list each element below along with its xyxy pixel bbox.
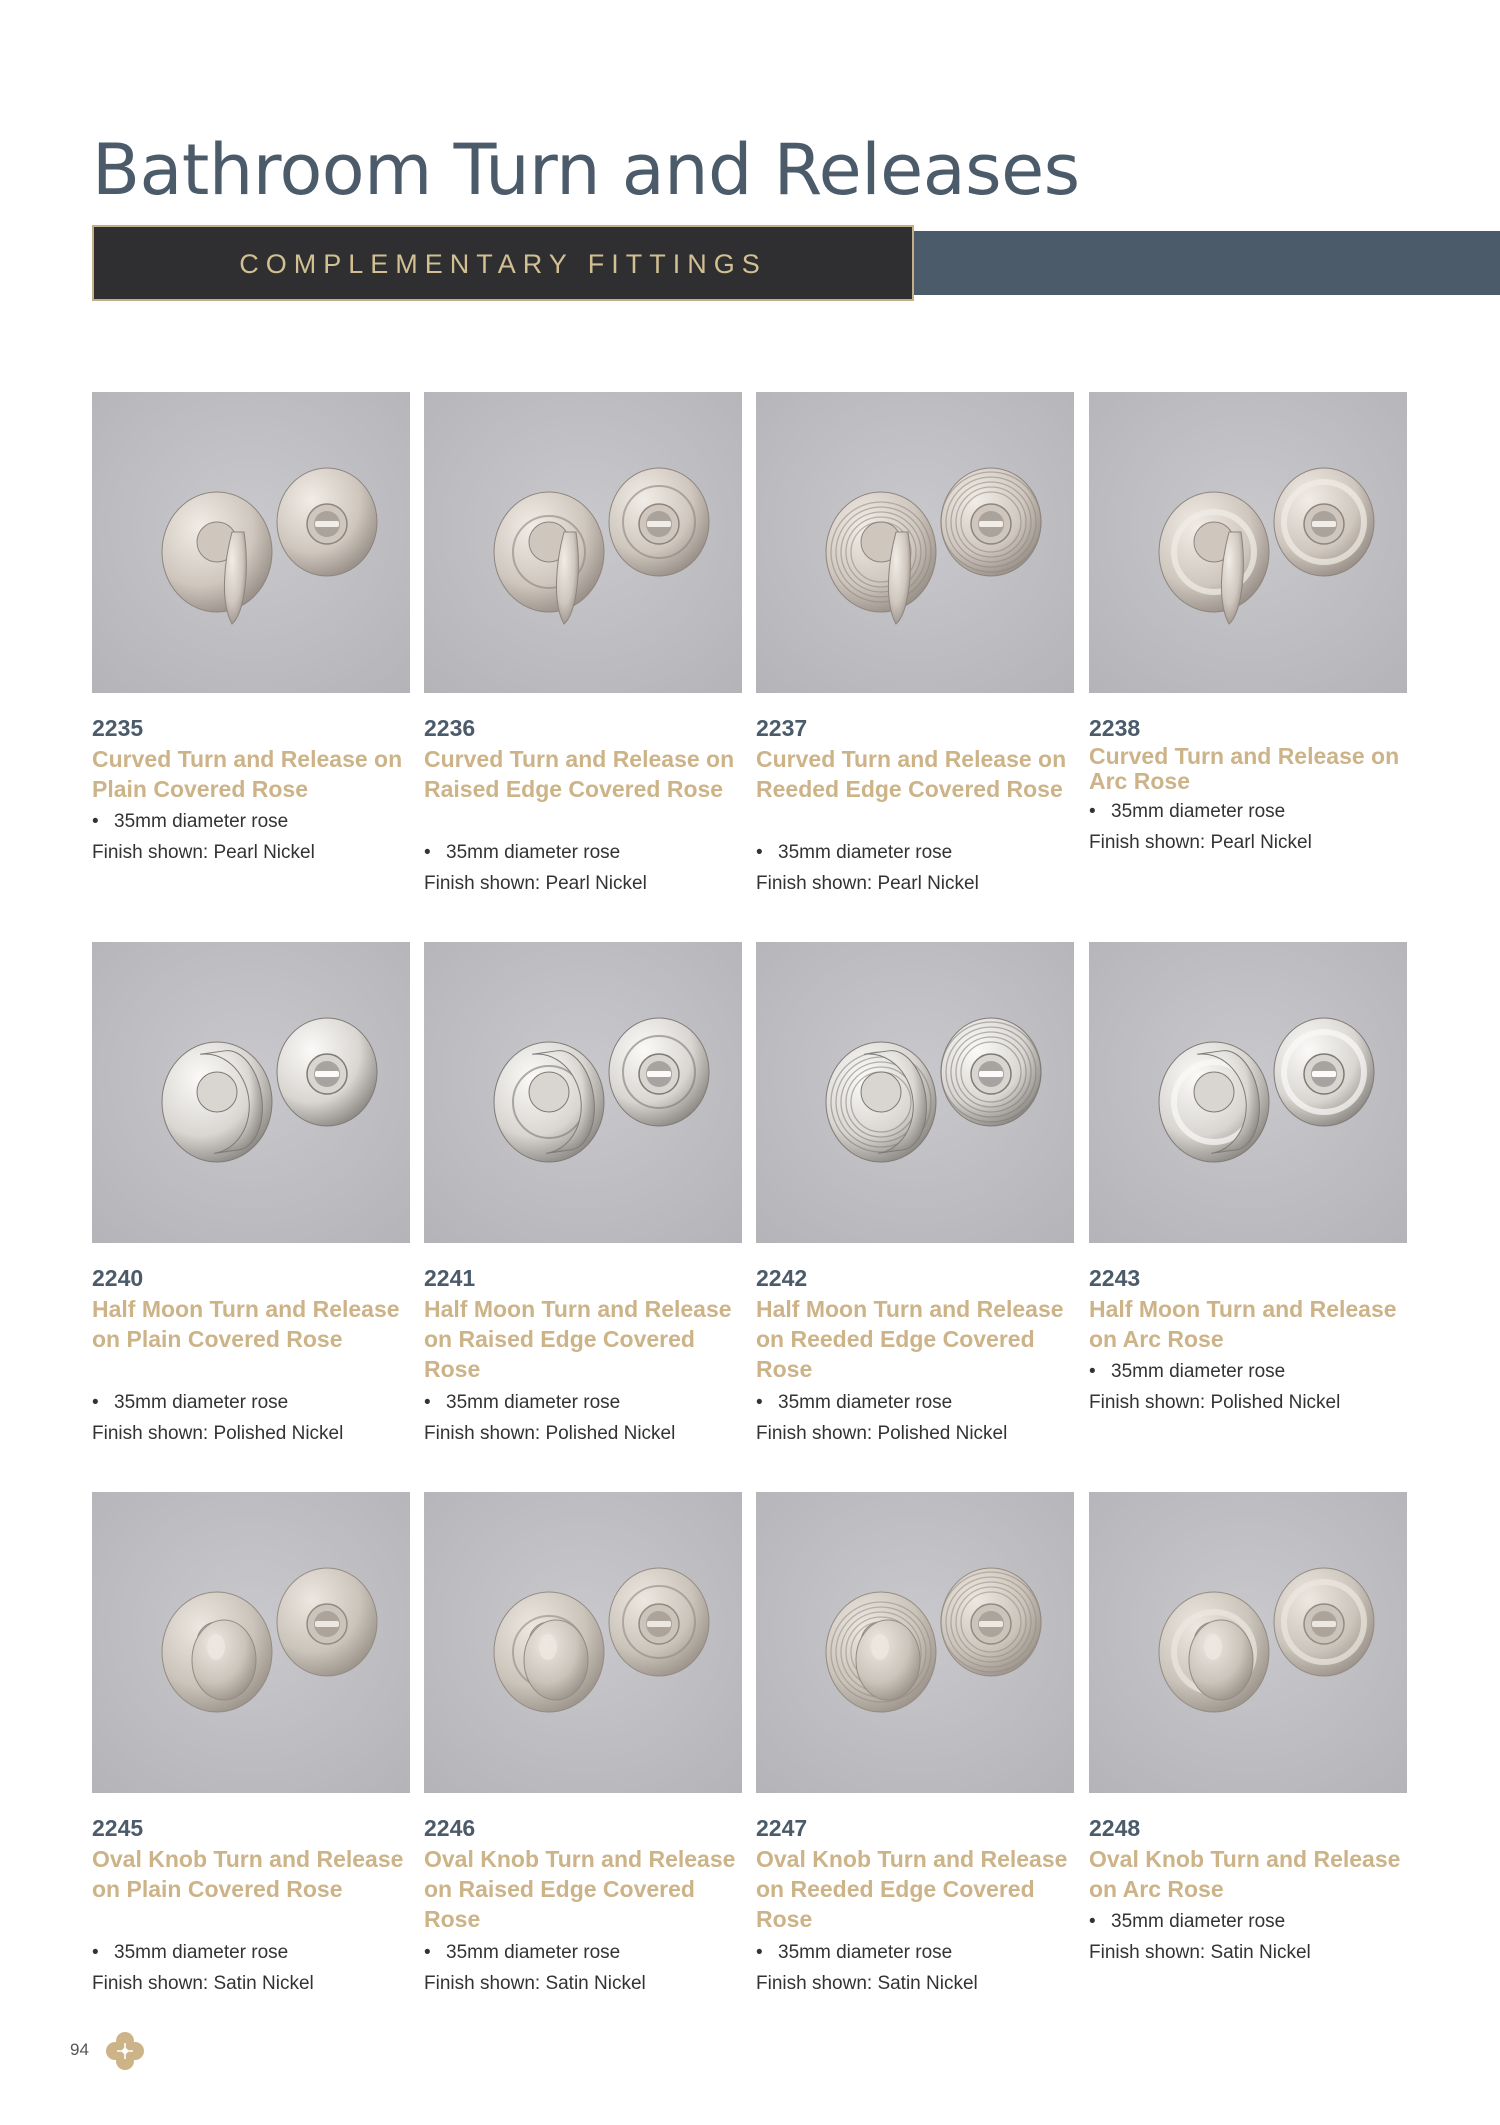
product-name: Half Moon Turn and Release on Raised Edge Covered Rose [424, 1296, 732, 1382]
product-code: 2246 [424, 1815, 476, 1841]
product-photo [424, 1492, 742, 1793]
product-name: Curved Turn and Release on Raised Edge Covered Rose [424, 746, 735, 802]
product-photo [1089, 1492, 1407, 1793]
accent-bar [914, 231, 1500, 295]
product-code: 2247 [756, 1815, 808, 1841]
product-code: 2235 [92, 715, 144, 741]
section-banner [92, 225, 914, 301]
product-finish: Finish shown: Pearl Nickel [424, 873, 647, 894]
product-finish: Finish shown: Pearl Nickel [756, 873, 979, 894]
product-photo [756, 1492, 1074, 1793]
product-spec: • 35mm diameter rose [1089, 1911, 1286, 1932]
product-name: Half Moon Turn and Release on Reeded Edge Covered Rose [756, 1296, 1064, 1382]
product-code: 2236 [424, 715, 476, 741]
product-photo [1089, 942, 1407, 1243]
product-finish: Finish shown: Satin Nickel [424, 1973, 646, 1994]
product-photo [424, 942, 742, 1243]
product-name: Half Moon Turn and Release on Plain Covered Rose [92, 1296, 400, 1352]
product-code: 2243 [1089, 1265, 1141, 1291]
product-code: 2240 [92, 1265, 144, 1291]
product-photo [756, 392, 1074, 693]
product-photo [1089, 392, 1407, 693]
section-label: COMPLEMENTARY FITTINGS [239, 249, 767, 279]
product-spec: • 35mm diameter rose [756, 1392, 953, 1413]
product-code: 2237 [756, 715, 808, 741]
product-finish: Finish shown: Satin Nickel [1089, 1942, 1311, 1963]
product-name: Half Moon Turn and Release on Arc Rose [1089, 1296, 1397, 1352]
product-finish: Finish shown: Satin Nickel [756, 1973, 978, 1994]
product-code: 2248 [1089, 1815, 1141, 1841]
product-finish: Finish shown: Polished Nickel [756, 1423, 1008, 1444]
product-spec: • 35mm diameter rose [756, 1942, 953, 1963]
product-spec: • 35mm diameter rose [92, 811, 289, 832]
product-name: Curved Turn and Release on Reeded Edge Covered Rose [756, 746, 1067, 802]
product-code: 2245 [92, 1815, 144, 1841]
product-spec: • 35mm diameter rose [424, 1392, 621, 1413]
product-photo [424, 392, 742, 693]
product-photo [756, 942, 1074, 1243]
product-photo [92, 942, 410, 1243]
product-spec: • 35mm diameter rose [424, 1942, 621, 1963]
product-spec: • 35mm diameter rose [1089, 1361, 1286, 1382]
product-spec: • 35mm diameter rose [92, 1942, 289, 1963]
product-spec: • 35mm diameter rose [92, 1392, 289, 1413]
product-finish: Finish shown: Polished Nickel [424, 1423, 676, 1444]
product-name: Oval Knob Turn and Release on Arc Rose [1089, 1846, 1401, 1902]
product-code: 2238 [1089, 715, 1141, 741]
product-finish: Finish shown: Pearl Nickel [92, 842, 315, 863]
product-photo [92, 392, 410, 693]
product-name: Curved Turn and Release on Arc Rose [1089, 743, 1400, 794]
product-finish: Finish shown: Satin Nickel [92, 1973, 314, 1994]
product-photo [92, 1492, 410, 1793]
product-finish: Finish shown: Polished Nickel [1089, 1392, 1341, 1413]
product-finish: Finish shown: Pearl Nickel [1089, 832, 1312, 853]
product-spec: • 35mm diameter rose [756, 842, 953, 863]
product-code: 2242 [756, 1265, 808, 1291]
product-name: Oval Knob Turn and Release on Reeded Edge Covered Rose [756, 1846, 1068, 1932]
product-finish: Finish shown: Polished Nickel [92, 1423, 344, 1444]
page-number: 94 [70, 2040, 89, 2059]
product-spec: • 35mm diameter rose [1089, 801, 1286, 822]
page-title: Bathroom Turn and Releases [92, 129, 1080, 211]
product-name: Oval Knob Turn and Release on Plain Covered Rose [92, 1846, 404, 1902]
product-code: 2241 [424, 1265, 476, 1291]
product-spec: • 35mm diameter rose [424, 842, 621, 863]
quatrefoil-logo-icon [104, 2030, 146, 2072]
product-name: Oval Knob Turn and Release on Raised Edge Covered Rose [424, 1846, 736, 1932]
product-name: Curved Turn and Release on Plain Covered Rose [92, 746, 403, 802]
